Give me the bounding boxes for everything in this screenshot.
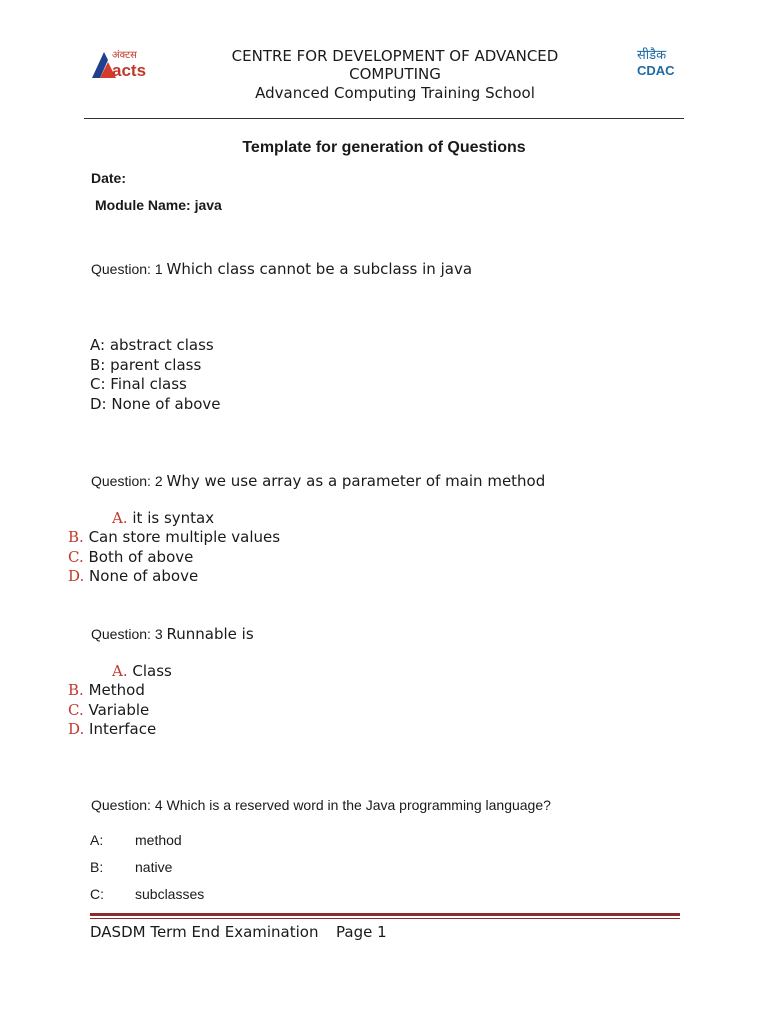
document-title: Template for generation of Questions (242, 139, 526, 156)
option-text: None of above (89, 567, 199, 585)
svg-text:acts: acts (112, 61, 147, 80)
option-text: Can store multiple values (88, 528, 281, 546)
question-4-option-b-letter: B: (90, 859, 104, 875)
question-3-number: Question: 3 (91, 626, 163, 642)
option-text: Both of above (88, 548, 194, 566)
question-4-option-a-letter: A: (90, 832, 104, 848)
question-2-text: Why we use array as a parameter of main method (166, 472, 546, 490)
question-3 (91, 625, 254, 643)
option-a: A: abstract class (90, 336, 214, 354)
footer-rule-thin (90, 918, 680, 919)
svg-text:सीडैक: सीडैक (637, 48, 667, 63)
question-2-option-b (68, 528, 280, 548)
header-rule (84, 118, 684, 119)
date-label: Date: (91, 170, 127, 186)
option-letter: D. (68, 720, 85, 738)
question-2-option-d (68, 567, 198, 587)
option-letter: A. (112, 509, 128, 527)
option-letter: B. (68, 528, 84, 546)
option-letter: C. (68, 548, 84, 566)
header-org-line2: COMPUTING (349, 65, 441, 83)
question-4-option-b-text: native (135, 859, 173, 875)
question-1 (91, 260, 472, 278)
question-4-option-c-text: subclasses (135, 886, 205, 902)
question-3-option-b (68, 681, 145, 701)
question-4-option-a-text: method (135, 832, 182, 848)
header-school: Advanced Computing Training School (255, 84, 535, 102)
footer-page-number: Page 1 (336, 923, 387, 941)
option-text: Method (88, 681, 145, 699)
footer-rule-thick (90, 913, 680, 916)
question-3-option-c (68, 701, 149, 721)
option-letter: D. (68, 567, 85, 585)
question-1-options (90, 336, 221, 414)
question-1-number: Question: 1 (91, 261, 163, 277)
option-letter: C. (68, 701, 84, 719)
footer-exam-name: DASDM Term End Examination (90, 923, 319, 941)
svg-text:अंक्टस: अंक्टस (112, 50, 137, 61)
header-org-line1: CENTRE FOR DEVELOPMENT OF ADVANCED (231, 47, 559, 65)
option-c: C: Final class (90, 375, 187, 394)
acts-logo (90, 44, 152, 82)
cdac-logo (635, 44, 681, 80)
question-2-option-a (112, 509, 214, 529)
option-b: B: parent class (90, 355, 202, 374)
option-text: Variable (88, 701, 150, 719)
question-3-option-d (68, 720, 156, 740)
option-text: it is syntax (132, 509, 215, 527)
option-text: Interface (89, 720, 157, 738)
question-4 (91, 797, 551, 813)
question-3-text: Runnable is (166, 625, 254, 643)
question-2-option-c (68, 548, 193, 568)
question-4-option-c-letter: C: (90, 886, 104, 902)
option-letter: A. (112, 662, 128, 680)
question-4-text: Which is a reserved word in the Java programming language? (166, 797, 551, 813)
option-d: D: None of above (90, 394, 221, 413)
question-1-text: Which class cannot be a subclass in java (166, 260, 473, 278)
module-name-label: Module Name: java (95, 197, 222, 213)
question-2-number: Question: 2 (91, 473, 163, 489)
option-letter: B. (68, 681, 84, 699)
svg-text:CDAC: CDAC (637, 63, 675, 78)
question-2 (91, 472, 545, 490)
question-4-number: Question: 4 (91, 797, 163, 813)
option-text: Class (132, 662, 172, 680)
question-3-option-a (112, 662, 172, 682)
